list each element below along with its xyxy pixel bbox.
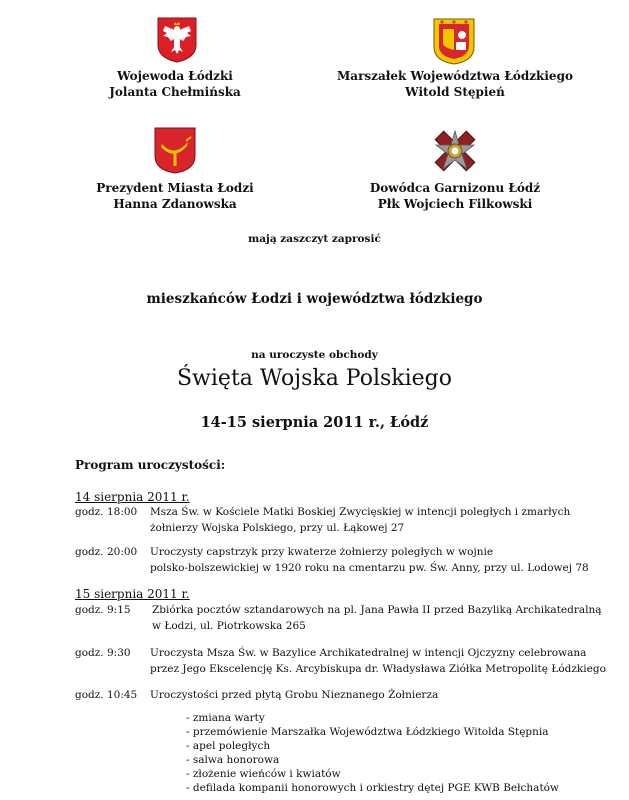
item-line: polsko-bolszewickiej w 1920 roku na cmentarzu pw. Św. Anny, przy ul. Lodowej 78 [150,562,589,574]
list-item: - salwa honorowa [186,754,280,766]
occasion-intro: na uroczyste obchody [251,349,378,361]
host-title: Marszałek Województwa Łódzkiego [337,69,573,83]
garrison-cross-emblem [430,127,480,175]
audience: mieszkańców Łodzi i województwa łódzkiego [146,291,483,307]
list-item: - zmiana warty [186,712,265,724]
list-item: - apel poległych [186,740,271,752]
host-name: Jolanta Chełmińska [109,85,241,99]
item-line: Uroczysta Msza Św. w Bazylice Archikatedralnej w intencji Ojczyzny celebrowana [150,647,587,659]
event-date: 14-15 sierpnia 2011 r., Łódź [200,414,429,431]
program-heading: Program uroczystości: [75,458,226,472]
event-title: Święta Wojska Polskiego [176,366,453,391]
host-garrison-commander [330,180,580,212]
host-name: Witold Stępień [405,85,505,99]
item-time: godz. 18:00 [75,506,138,518]
day-date: 15 sierpnia 2011 r. [75,587,190,601]
host-name: Hanna Zdanowska [113,197,237,211]
host-marshal [330,68,580,100]
host-title: Wojewoda Łódzki [117,69,233,83]
item-description [150,645,606,677]
item-time: godz. 9:15 [75,604,131,616]
item-line: Msza Św. w Kościele Matki Boskiej Zwycięskiej w intencji poległych i zmarłych [150,506,571,518]
invite-line: mają zaszczyt zaprosić [248,233,381,245]
list-item: - przemówienie Marszałka Województwa Łódzkiego Witolda Stępnia [186,726,549,738]
polish-eagle-emblem [157,17,197,63]
lodz-city-coat-of-arms [154,127,196,174]
item-time: godz. 20:00 [75,546,138,558]
item-description [152,602,602,634]
item-line: żołnierzy Wojska Polskiego, przy ul. Łąkowej 27 [150,522,405,534]
day-date: 14 sierpnia 2011 r. [75,490,190,504]
item-time: godz. 10:45 [75,689,138,701]
item-description [150,504,570,536]
item-line: Uroczystości przed płytą Grobu Nieznanego Żołnierza [150,689,439,701]
host-title: Dowódca Garnizonu Łódź [369,181,541,195]
host-name: Płk Wojciech Filkowski [377,197,533,211]
item-description [150,544,589,576]
lodz-voivodeship-coat-of-arms [432,17,476,65]
ceremony-parts-list [186,711,559,795]
item-description [150,687,438,703]
host-voivode [75,68,275,100]
list-item: - defilada kompanii honorowych i orkiestry dętej PGE KWB Bełchatów [186,782,559,794]
list-item: - złożenie wieńców i kwiatów [186,768,341,780]
item-line: Zbiórka pocztów sztandarowych na pl. Jana Pawła II przed Bazyliką Archikatedralną [152,604,602,616]
item-time: godz. 9:30 [75,647,131,659]
host-title: Prezydent Miasta Łodzi [96,181,254,195]
item-line: w Łodzi, ul. Piotrkowska 265 [152,620,306,632]
item-line: przez Jego Ekscelencję Ks. Arcybiskupa dr. Władysława Ziółka Metropolitę Łódzkiego [150,663,606,675]
item-line: Uroczysty capstrzyk przy kwaterze żołnierzy poległych w wojnie [150,546,494,558]
host-mayor [75,180,275,212]
